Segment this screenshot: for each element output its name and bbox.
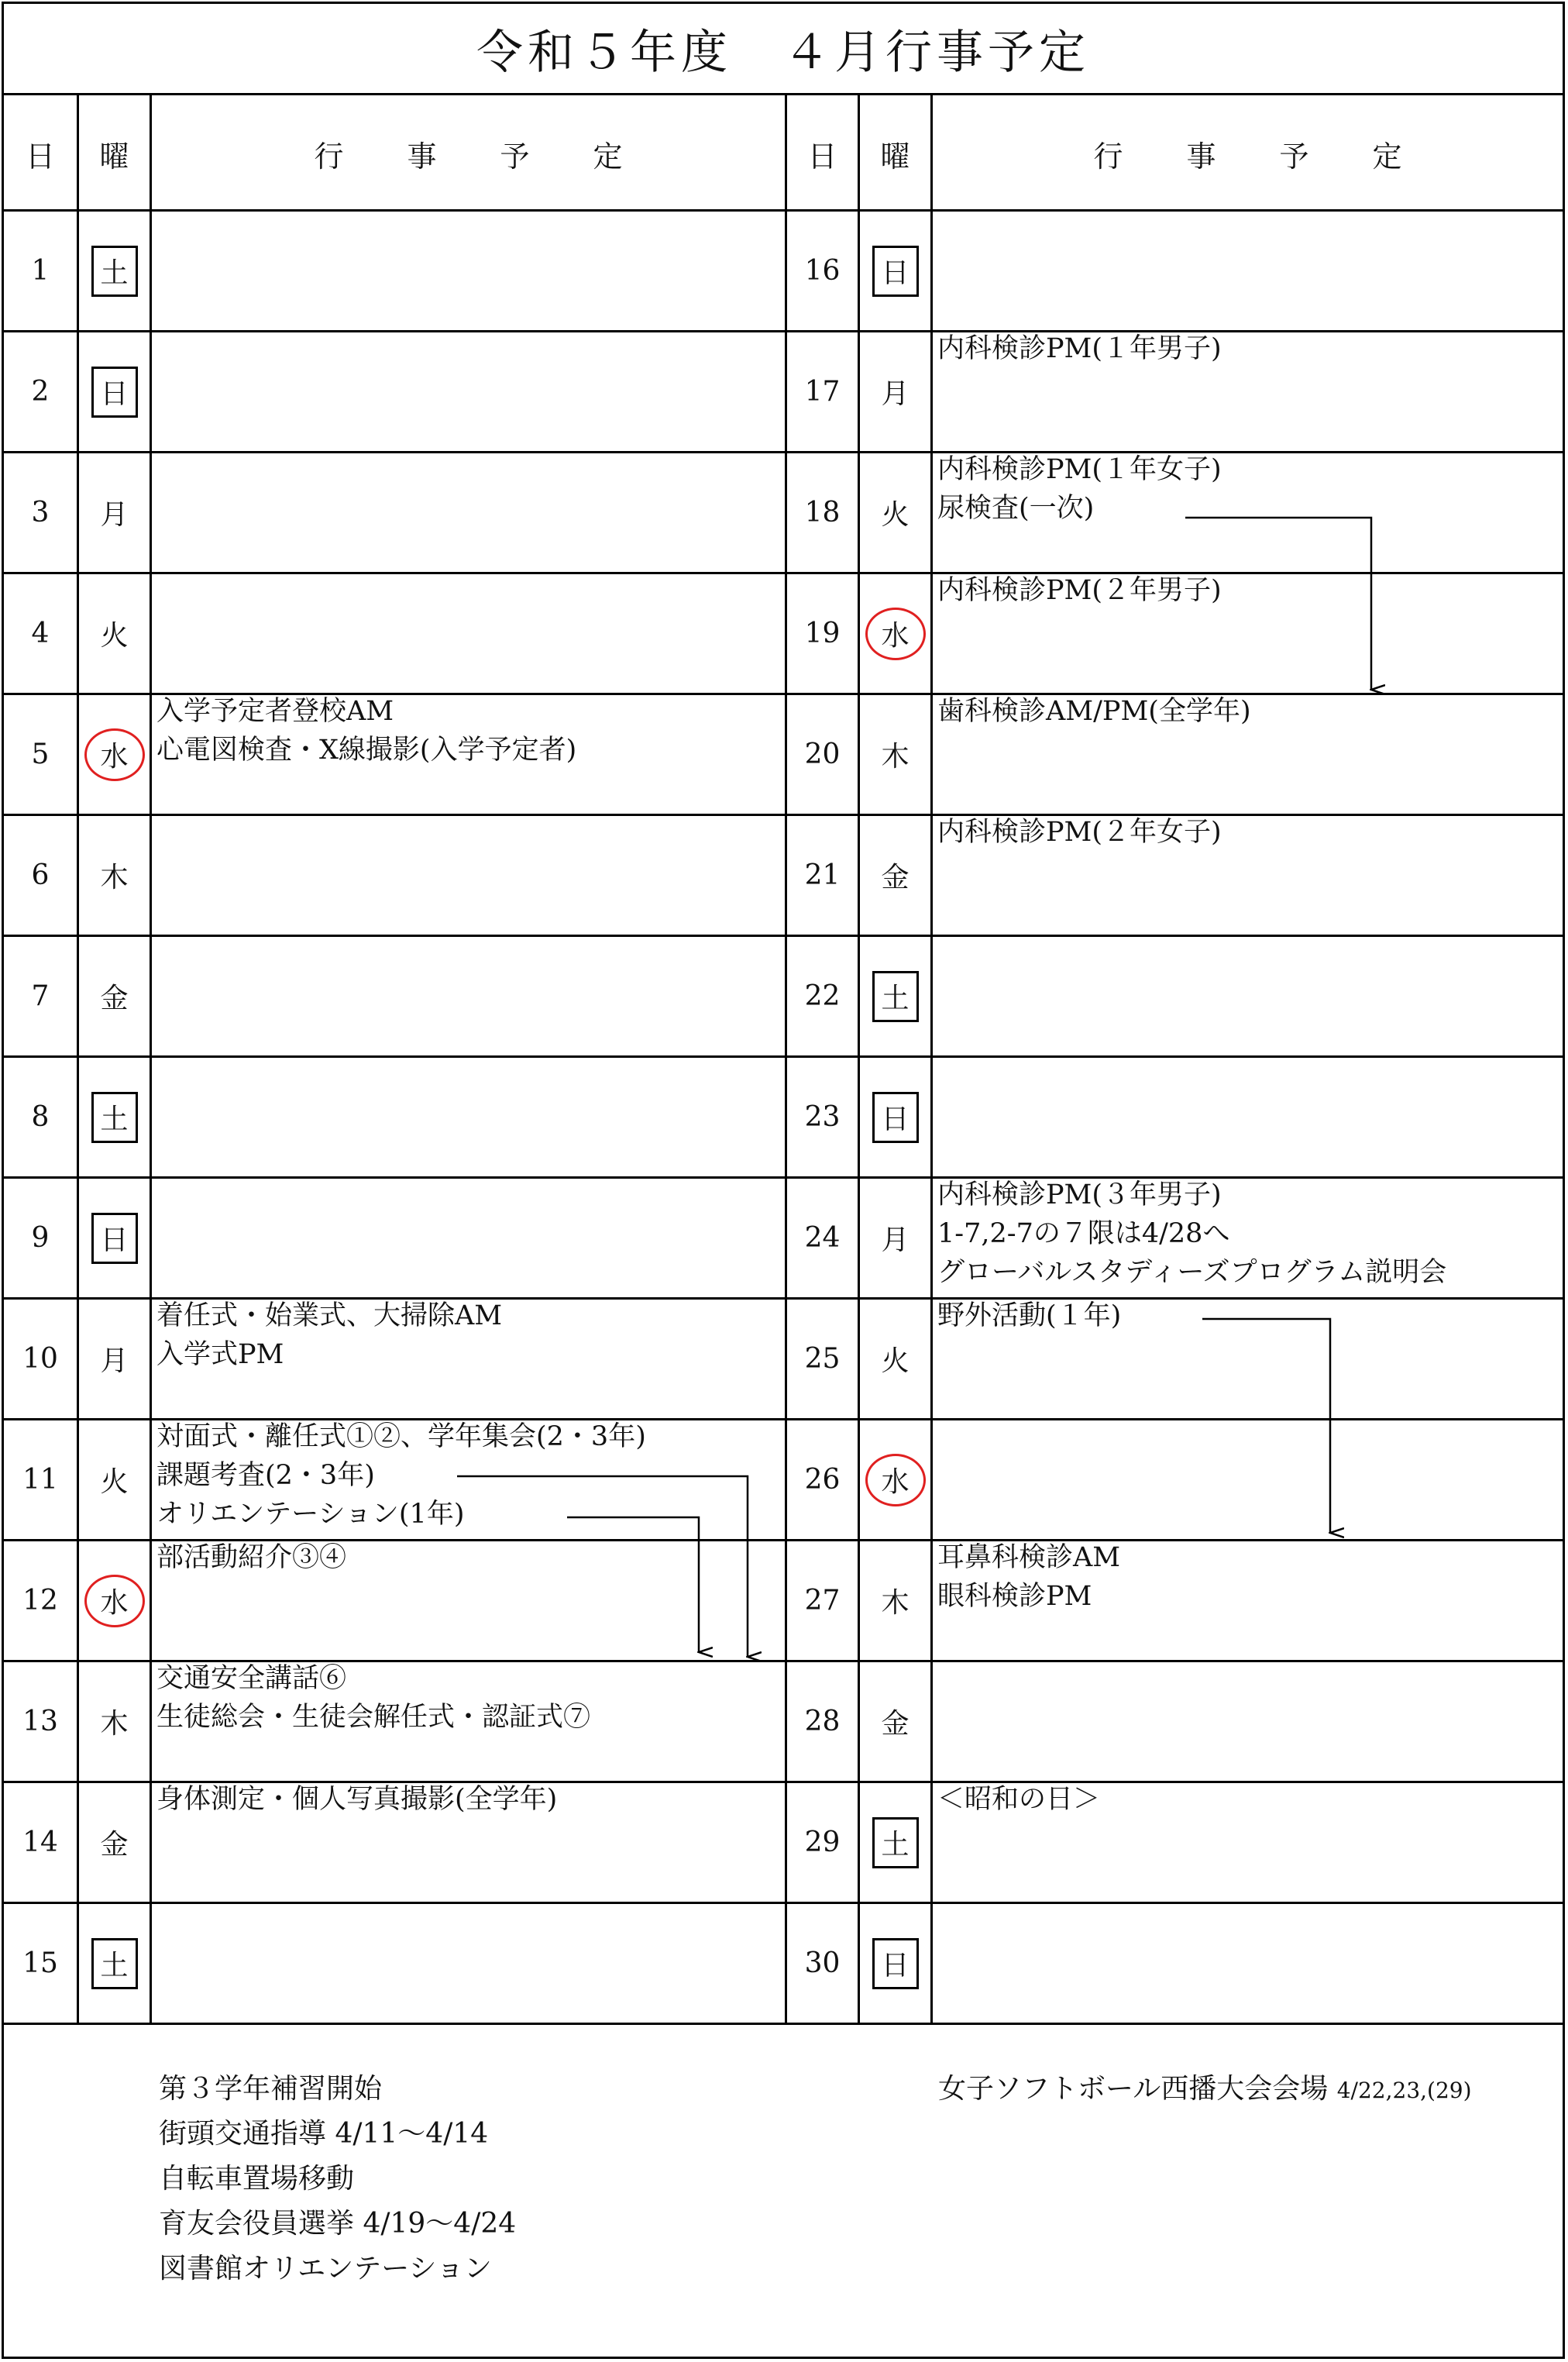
event-item: グローバルスタディーズプログラム説明会 — [937, 1257, 1447, 1288]
weekday-cell — [79, 1662, 150, 1781]
weekday-cell — [79, 332, 150, 451]
weekday-label: 金 — [100, 1829, 129, 1861]
day-number: 3 — [31, 497, 50, 529]
day-number: 8 — [31, 1101, 50, 1133]
row-divider — [4, 1902, 1563, 1904]
event-item: 内科検診PM(１年女子) — [937, 454, 1222, 485]
note-line: 街頭交通指導 4/11～4/14 — [159, 2118, 489, 2150]
weekday-holiday-box: 日 — [91, 1213, 138, 1264]
event-item: 交通安全講話⑥ — [156, 1663, 347, 1694]
weekday-cell — [79, 937, 150, 1055]
row-divider — [4, 572, 1563, 574]
event-list — [937, 813, 1222, 852]
weekday-cell — [860, 1300, 930, 1418]
day-number: 2 — [31, 376, 50, 408]
weekday-cell — [860, 816, 930, 935]
weekday-label: 木 — [881, 1587, 910, 1619]
row-divider — [4, 935, 1563, 937]
weekday-holiday-box: 土 — [872, 1817, 919, 1868]
event-item: 着任式・始業式、大掃除AM — [156, 1300, 503, 1331]
weekday-cell — [79, 574, 150, 693]
weekday-cell — [860, 1904, 930, 2023]
day-number: 6 — [31, 859, 50, 891]
header-events-right: 行事予定 — [1093, 139, 1466, 174]
schedule-sheet — [2, 2, 1565, 2359]
day-number: 19 — [804, 618, 841, 649]
event-item: 課題考査(2・3年) — [156, 1460, 375, 1491]
weekday-cell — [79, 1179, 150, 1297]
event-list — [937, 1538, 1120, 1616]
weekday-label: 火 — [100, 620, 129, 652]
weekday-holiday-box: 日 — [872, 246, 919, 297]
weekday-cell — [79, 1058, 150, 1176]
header-dow-right: 曜 — [880, 139, 910, 174]
weekday-cell — [860, 453, 930, 572]
event-list — [937, 1780, 1100, 1819]
day-number: 13 — [22, 1706, 58, 1737]
day-number: 30 — [804, 1947, 841, 1979]
weekday-holiday-box: 土 — [872, 971, 919, 1022]
weekday-label: 火 — [100, 1466, 129, 1498]
event-item: 心電図検査・X線撮影(入学予定者) — [156, 735, 577, 766]
day-number: 22 — [804, 980, 841, 1012]
weekday-holiday-box: 土 — [91, 246, 138, 297]
row-divider — [4, 330, 1563, 332]
note-line: 自転車置場移動 — [159, 2163, 355, 2195]
event-item: 耳鼻科検診AM — [937, 1542, 1121, 1573]
day-number: 23 — [804, 1101, 841, 1133]
weekday-label: 月 — [100, 1345, 129, 1377]
day-number: 18 — [804, 497, 841, 529]
notes-left — [159, 2067, 516, 2291]
weekday-cell — [79, 816, 150, 935]
day-number: 10 — [22, 1343, 58, 1375]
event-list — [937, 329, 1222, 368]
day-number: 26 — [804, 1464, 841, 1496]
day-number: 14 — [22, 1827, 58, 1858]
event-list — [937, 1296, 1121, 1335]
event-item: 歯科検診AM/PM(全学年) — [937, 696, 1251, 727]
weekday-cell — [79, 1420, 150, 1539]
event-item: 入学式PM — [156, 1339, 284, 1370]
day-number: 21 — [804, 859, 841, 891]
day-number: 17 — [804, 376, 841, 408]
note-line: 図書館オリエンテーション — [159, 2253, 492, 2285]
weekday-cell — [79, 1904, 150, 2023]
event-list — [156, 692, 576, 770]
note-line: 第３学年補習開始 — [159, 2073, 383, 2105]
notes-right — [938, 2067, 1472, 2113]
weekday-label: 金 — [100, 983, 129, 1014]
weekday-circled: 水 — [84, 1575, 145, 1627]
event-item: 部活動紹介③④ — [156, 1542, 347, 1573]
weekday-cell — [860, 1783, 930, 1902]
event-list — [156, 1417, 646, 1534]
row-divider — [4, 1055, 1563, 1058]
event-item: 内科検診PM(１年男子) — [937, 333, 1222, 364]
event-item: オリエンテーション(1年) — [156, 1499, 465, 1530]
weekday-cell — [79, 212, 150, 330]
weekday-label: 木 — [100, 1708, 129, 1740]
weekday-circled: 水 — [84, 728, 145, 781]
event-item: 1-7,2-7の７限は4/28へ — [937, 1218, 1230, 1249]
page-title: 令和５年度 ４月行事予定 — [4, 4, 1563, 95]
weekday-cell — [79, 695, 150, 814]
day-number: 7 — [31, 980, 50, 1012]
header-dow-left: 曜 — [99, 139, 129, 174]
weekday-cell — [860, 1420, 930, 1539]
weekday-label: 火 — [881, 499, 910, 531]
event-list — [156, 1538, 346, 1577]
weekday-circled: 水 — [865, 1454, 926, 1506]
row-divider — [4, 2023, 1563, 2025]
event-item: ＜昭和の日＞ — [937, 1784, 1101, 1815]
weekday-label: 月 — [881, 1224, 910, 1256]
day-number: 4 — [31, 618, 50, 649]
weekday-holiday-box: 日 — [872, 1092, 919, 1143]
weekday-cell — [860, 695, 930, 814]
weekday-cell — [860, 574, 930, 693]
event-item: 眼科検診PM — [937, 1581, 1092, 1612]
header-events-left: 行事予定 — [314, 139, 686, 174]
weekday-holiday-box: 土 — [91, 1092, 138, 1143]
weekday-circled: 水 — [865, 608, 926, 660]
header-day-left: 日 — [25, 139, 55, 174]
weekday-cell — [79, 453, 150, 572]
weekday-label: 月 — [881, 378, 910, 410]
weekday-cell — [860, 1058, 930, 1176]
event-item: 入学予定者登校AM — [156, 696, 394, 727]
divider — [150, 95, 152, 2025]
event-list — [937, 1176, 1446, 1292]
weekday-cell — [79, 1783, 150, 1902]
weekday-cell — [79, 1300, 150, 1418]
weekday-label: 木 — [881, 741, 910, 773]
weekday-cell — [860, 332, 930, 451]
weekday-cell — [860, 1179, 930, 1297]
event-item: 身体測定・個人写真撮影(全学年) — [156, 1784, 558, 1815]
weekday-cell — [860, 937, 930, 1055]
event-list — [156, 1780, 557, 1819]
day-number: 12 — [22, 1585, 58, 1617]
weekday-holiday-box: 日 — [91, 367, 138, 418]
event-list — [937, 450, 1222, 528]
day-number: 29 — [804, 1827, 841, 1858]
weekday-cell — [860, 1541, 930, 1660]
day-number: 20 — [804, 739, 841, 770]
day-number: 9 — [31, 1222, 50, 1254]
note-venue: 女子ソフトボール西播大会会場 — [938, 2073, 1329, 2105]
event-list — [156, 1296, 502, 1374]
weekday-label: 木 — [100, 862, 129, 893]
row-divider — [4, 814, 1563, 816]
event-item: 尿検査(一次) — [937, 493, 1095, 524]
day-number: 11 — [22, 1464, 58, 1496]
divider — [930, 95, 933, 2025]
event-list — [937, 692, 1251, 731]
note-line: 育友会役員選挙 4/19～4/24 — [159, 2208, 517, 2240]
event-item: 野外活動(１年) — [937, 1300, 1122, 1331]
weekday-holiday-box: 土 — [91, 1938, 138, 1989]
weekday-cell — [79, 1541, 150, 1660]
weekday-label: 月 — [100, 499, 129, 531]
event-list — [156, 1659, 590, 1737]
weekday-label: 火 — [881, 1345, 910, 1377]
row-divider — [4, 209, 1563, 212]
day-number: 16 — [804, 255, 841, 287]
event-list — [937, 571, 1222, 610]
day-number: 15 — [22, 1947, 58, 1979]
event-item: 内科検診PM(２年男子) — [937, 575, 1222, 606]
header-day-right: 日 — [807, 139, 837, 174]
event-item: 生徒総会・生徒会解任式・認証式⑦ — [156, 1702, 591, 1733]
day-number: 24 — [804, 1222, 841, 1254]
event-item: 内科検診PM(３年男子) — [937, 1179, 1222, 1210]
day-number: 27 — [804, 1585, 841, 1617]
weekday-holiday-box: 日 — [872, 1938, 919, 1989]
day-number: 1 — [31, 255, 50, 287]
day-number: 28 — [804, 1706, 841, 1737]
event-item: 対面式・離任式①②、学年集会(2・3年) — [156, 1421, 646, 1452]
weekday-cell — [860, 1662, 930, 1781]
day-number: 5 — [31, 739, 50, 770]
weekday-label: 金 — [881, 862, 910, 893]
weekday-cell — [860, 212, 930, 330]
event-item: 内科検診PM(２年女子) — [937, 817, 1222, 848]
row-divider — [4, 451, 1563, 453]
day-number: 25 — [804, 1343, 841, 1375]
weekday-label: 金 — [881, 1708, 910, 1740]
note-venue-dates: 4/22,23,(29) — [1336, 2078, 1472, 2103]
